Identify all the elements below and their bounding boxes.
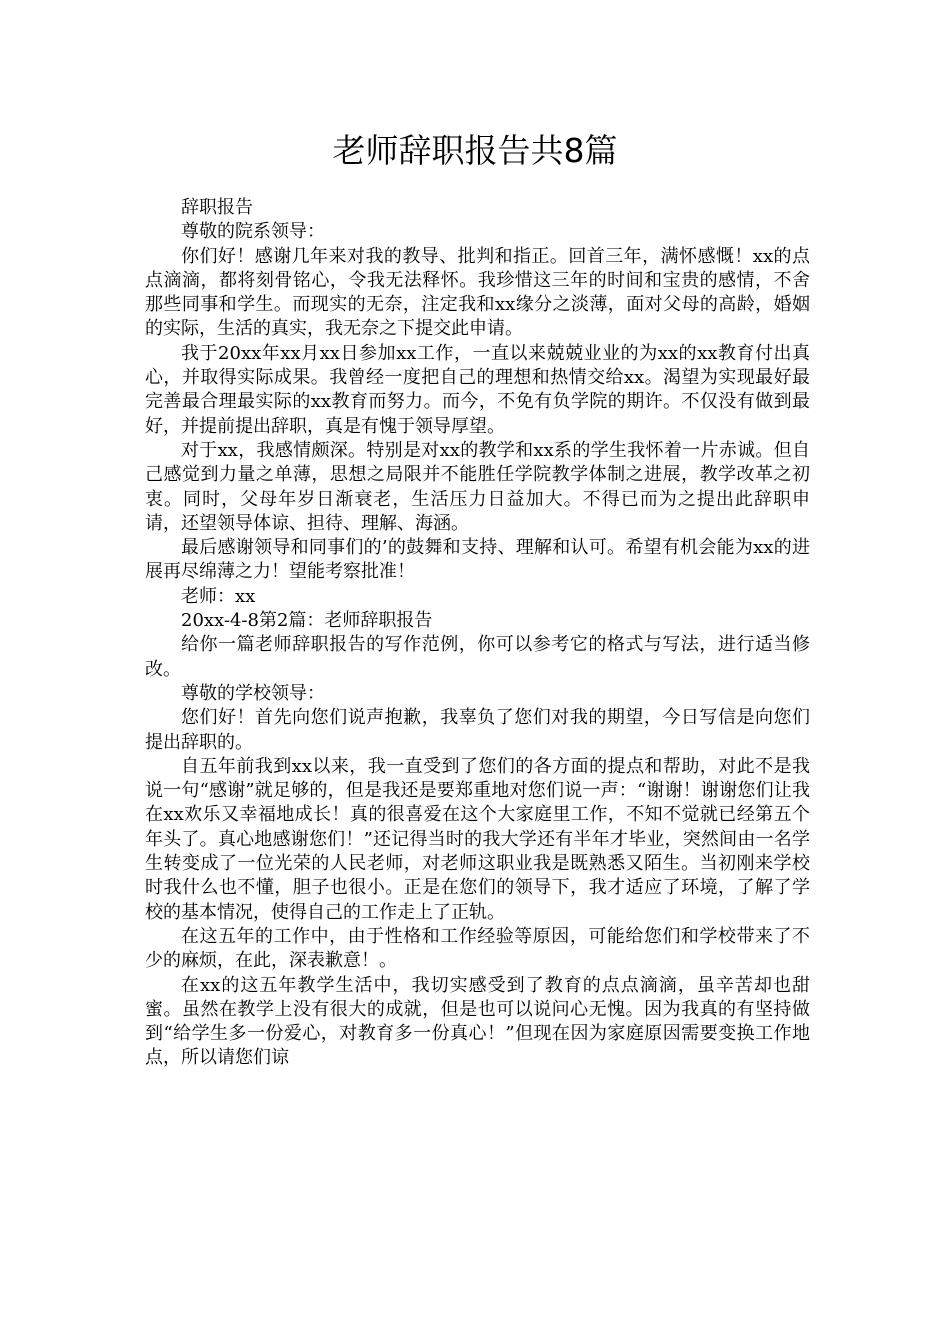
paragraph: 对于xx，我感情颇深。特别是对xx的教学和xx系的学生我怀着一片赤诚。但自己感觉到力量之单薄，思想之局限并不能胜任学院教学体制之进展，教学改革之初衷。同时，父母年岁日渐衰老，生活压力日益加大。不得已而为之提出此辞职申请，还望领导体谅、担待、理解、海涵。 — [145, 439, 810, 534]
document-body — [145, 196, 810, 1071]
paragraph: 你们好！感谢几年来对我的教导、批判和指正。回首三年，满怀感慨！xx的点点滴滴，都将刻骨铭心，令我无法释怀。我珍惜这三年的时间和宝贵的感情，不舍那些同事和学生。而现实的无奈，注定我和xx缘分之淡薄，面对父母的高龄，婚姻的实际，生活的真实，我无奈之下提交此申请。 — [145, 245, 810, 340]
paragraph: 最后感谢领导和同事们的’的鼓舞和支持、理解和认可。希望有机会能为xx的进展再尽绵薄之力！望能考察批准！ — [145, 537, 810, 583]
paragraph: 给你一篇老师辞职报告的写作范例，你可以参考它的格式与写法，进行适当修改。 — [145, 634, 810, 680]
paragraph: 在这五年的工作中，由于性格和工作经验等原因，可能给您们和学校带来了不少的麻烦，在此，深表歉意！。 — [145, 925, 810, 972]
paragraph-heading: 辞职报告 — [181, 197, 253, 218]
document-title: 老师辞职报告共8篇 — [332, 131, 618, 170]
paragraph-salutation: 尊敬的院系领导： — [181, 221, 325, 243]
paragraph: 自五年前我到xx以来，我一直受到了您们的各方面的提点和帮助，对此不是我说一句“感谢”就足够的，但是我还是要郑重地对您们说一声：“谢谢！谢谢您们让我在xx欢乐又幸福地成长！真的很喜爱在这个大家庭里工作，不知不觉就已经第五个年头了。真心地感谢您们！”还记得当时的我大学还有半年才毕业，突然间由一名学生转变成了一位光荣的人民老师，对老师这职业我是既熟悉又陌生。当初刚来学校时我什么也不懂，胆子也很小。正是在您们的领导下，我才适应了环境，了解了学校的基本情况，使得自己的工作走上了正轨。 — [145, 755, 810, 923]
paragraph-signature: 老师：xx — [181, 585, 256, 607]
paragraph: 我于20xx年xx月xx日参加xx工作，一直以来兢兢业业的为xx的xx教育付出真心，并取得实际成果。我曾经一度把自己的理想和热情交给xx。渴望为实现最好最完善最合理最实际的xx教育而努力。而今，不免有负学院的期许。不仅没有做到最好，并提前提出辞职，真是有愧于领导厚望。 — [145, 342, 810, 437]
paragraph-salutation: 尊敬的学校领导： — [181, 682, 325, 704]
paragraph-date-section-heading: 20xx-4-8第2篇：老师辞职报告 — [181, 610, 433, 632]
paragraph: 在xx的这五年教学生活中，我切实感受到了教育的点点滴滴，虽辛苦却也甜蜜。虽然在教学上没有很大的成就，但是也可以说问心无愧。因为我真的有坚持做到“给学生多一份爱心，对教育多一份真心！”但现在因为家庭原因需要变换工作地点，所以请您们谅 — [145, 974, 810, 1069]
paragraph: 您们好！首先向您们说声抱歉，我辜负了您们对我的期望，今日写信是向您们提出辞职的。 — [145, 707, 810, 753]
